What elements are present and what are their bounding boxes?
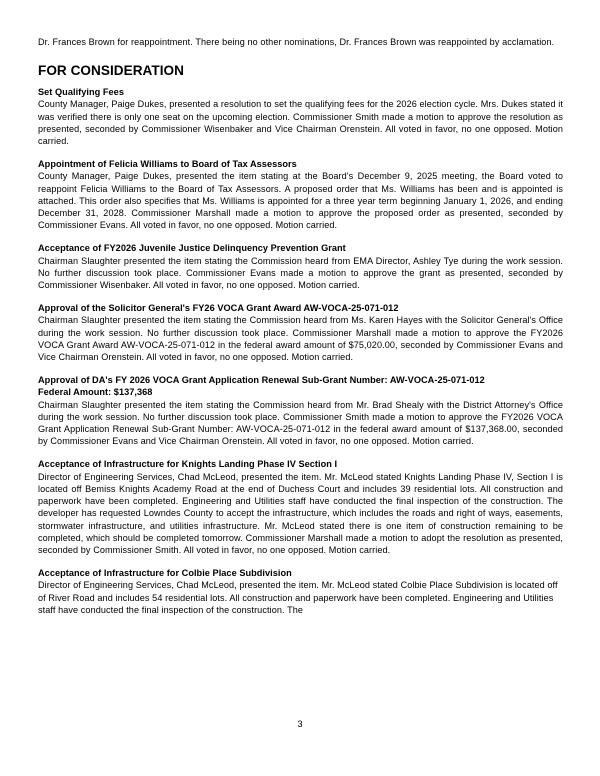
agenda-item-set-qualifying-fees [38, 86, 563, 147]
agenda-item-colbie-place-infrastructure [38, 567, 563, 616]
spacer [38, 447, 563, 458]
agenda-item-da-voca-grant-renewal [38, 374, 563, 447]
spacer [38, 556, 563, 567]
section-heading-for-consideration: FOR CONSIDERATION [38, 63, 184, 79]
item-heading: Approval of DA's FY 2026 VOCA Grant Application Renewal Sub-Grant Number: AW-VOCA-25-071-012 [38, 375, 485, 386]
item-body: Chairman Slaughter presented the item stating the Commission heard from Ms. Karen Hayes with the Solicitor General's Office during the work session. No further discussion took place. Commissioner Marshall made a motion to approve the FY2026 VOCA Grant Award AW-VOCA-25-071-012 in the federal award amount of $75,020.00, seconded by Commissioner Evans and Vice Chairman Orenstein. All voted in favor, no one opposed. Motion carried. [38, 315, 563, 363]
spacer [38, 79, 563, 86]
spacer [38, 363, 563, 374]
spacer [38, 231, 563, 242]
intro-paragraph: Dr. Frances Brown for reappointment. There being no other nominations, Dr. Frances Brown was reappointed by acclamation. [38, 37, 555, 47]
item-body: Director of Engineering Services, Chad McLeod, presented the item. Mr. McLeod stated Colbie Place Subdivision is located off of River Road and includes 54 residential lots. All construction and paperwork have been completed. Engineering and Utilities staff have conducted the final inspection of the construction. The [38, 580, 558, 615]
item-heading: Acceptance of Infrastructure for Colbie Place Subdivision [38, 568, 292, 579]
agenda-item-juvenile-justice-grant [38, 242, 563, 291]
spacer [38, 48, 563, 63]
item-body: Chairman Slaughter presented the item stating the Commission heard from EMA Director, Ashley Tye during the work session. No further discussion took place. Commissioner Evans made a motion to approve the grant as presented, seconded by Commissioner Wisenbaker. All voted in favor, no one opposed. Motion carried. [38, 255, 563, 291]
spacer [38, 291, 563, 302]
spacer [38, 147, 563, 158]
item-body: Director of Engineering Services, Chad McLeod, presented the item. Mr. McLeod stated Knights Landing Phase IV, Section I is located off Bemiss Knights Academy Road at the end of Duchess Court and includes 39 residential lots. All construction and paperwork have been completed. Engineering and Utilities staff have conducted the final inspection of the construction. The developer has requested Lowndes County to accept the infrastructure, which includes the roads and right of ways, easements, stormwater infrastructure, and utilities infrastructure. Mr. McLeod stated there is one item of construction remaining to be completed, which should be completed tomorrow. Commissioner Marshall made a motion to adopt the resolution as presented, seconded by Commissioner Smith. All voted in favor, no one opposed. Motion carried. [38, 471, 563, 555]
item-heading: Acceptance of Infrastructure for Knights Landing Phase IV Section I [38, 459, 338, 470]
agenda-item-solicitor-general-voca-grant [38, 302, 563, 363]
item-heading-line-2: Federal Amount: $137,368 [38, 387, 153, 398]
item-body: County Manager, Paige Dukes, presented the item stating at the Board's December 9, 2025 meeting, the Board voted to reappoint Felicia Williams to the Board of Tax Assessors. A proposed order that Ms. Williams has been and is appointed is attached. This order also specifies that Ms. Williams is appointed for a three year term beginning January 1, 2026, and ending December 31, 2028. Commissioner Marshall made a motion to approve the proposed order as presented, seconded by Commissioner Evans. All voted in favor, no one opposed. Motion carried. [38, 171, 563, 231]
agenda-item-appointment-felicia-williams [38, 158, 563, 231]
item-heading: Acceptance of FY2026 Juvenile Justice Delinquency Prevention Grant [38, 243, 346, 254]
item-heading: Approval of the Solicitor General's FY26 VOCA Grant Award AW-VOCA-25-071-012 [38, 303, 399, 314]
page-number: 3 [297, 719, 303, 729]
item-heading: Appointment of Felicia Williams to Board of Tax Assessors [38, 159, 297, 170]
item-heading: Set Qualifying Fees [38, 87, 124, 98]
item-body: Chairman Slaughter presented the item stating the Commission heard from Mr. Brad Shealy with the District Attorney's Office during the work session. No further discussion took place. Commissioner Smith made a motion to approve the FY2026 VOCA Grant Application Renewal Sub-Grant Number: AW-VOCA-25-071-012 in the federal award amount of $137,368.00, seconded by Commissioner Evans and Vice Chairman Orenstein. All voted in favor, no one opposed. Motion carried. [38, 399, 563, 447]
item-body: County Manager, Paige Dukes, presented a resolution to set the qualifying fees for the 2026 election cycle. Mrs. Dukes stated it was verified there is only one seat on the upcoming election. Commissioner Smith made a motion to approve the resolution as presented, seconded by Commissioner Wisenbaker and Vice Chairman Orenstein. All voted in favor, no one opposed. Motion carried. [38, 99, 563, 147]
agenda-item-knights-landing-infrastructure [38, 458, 563, 556]
